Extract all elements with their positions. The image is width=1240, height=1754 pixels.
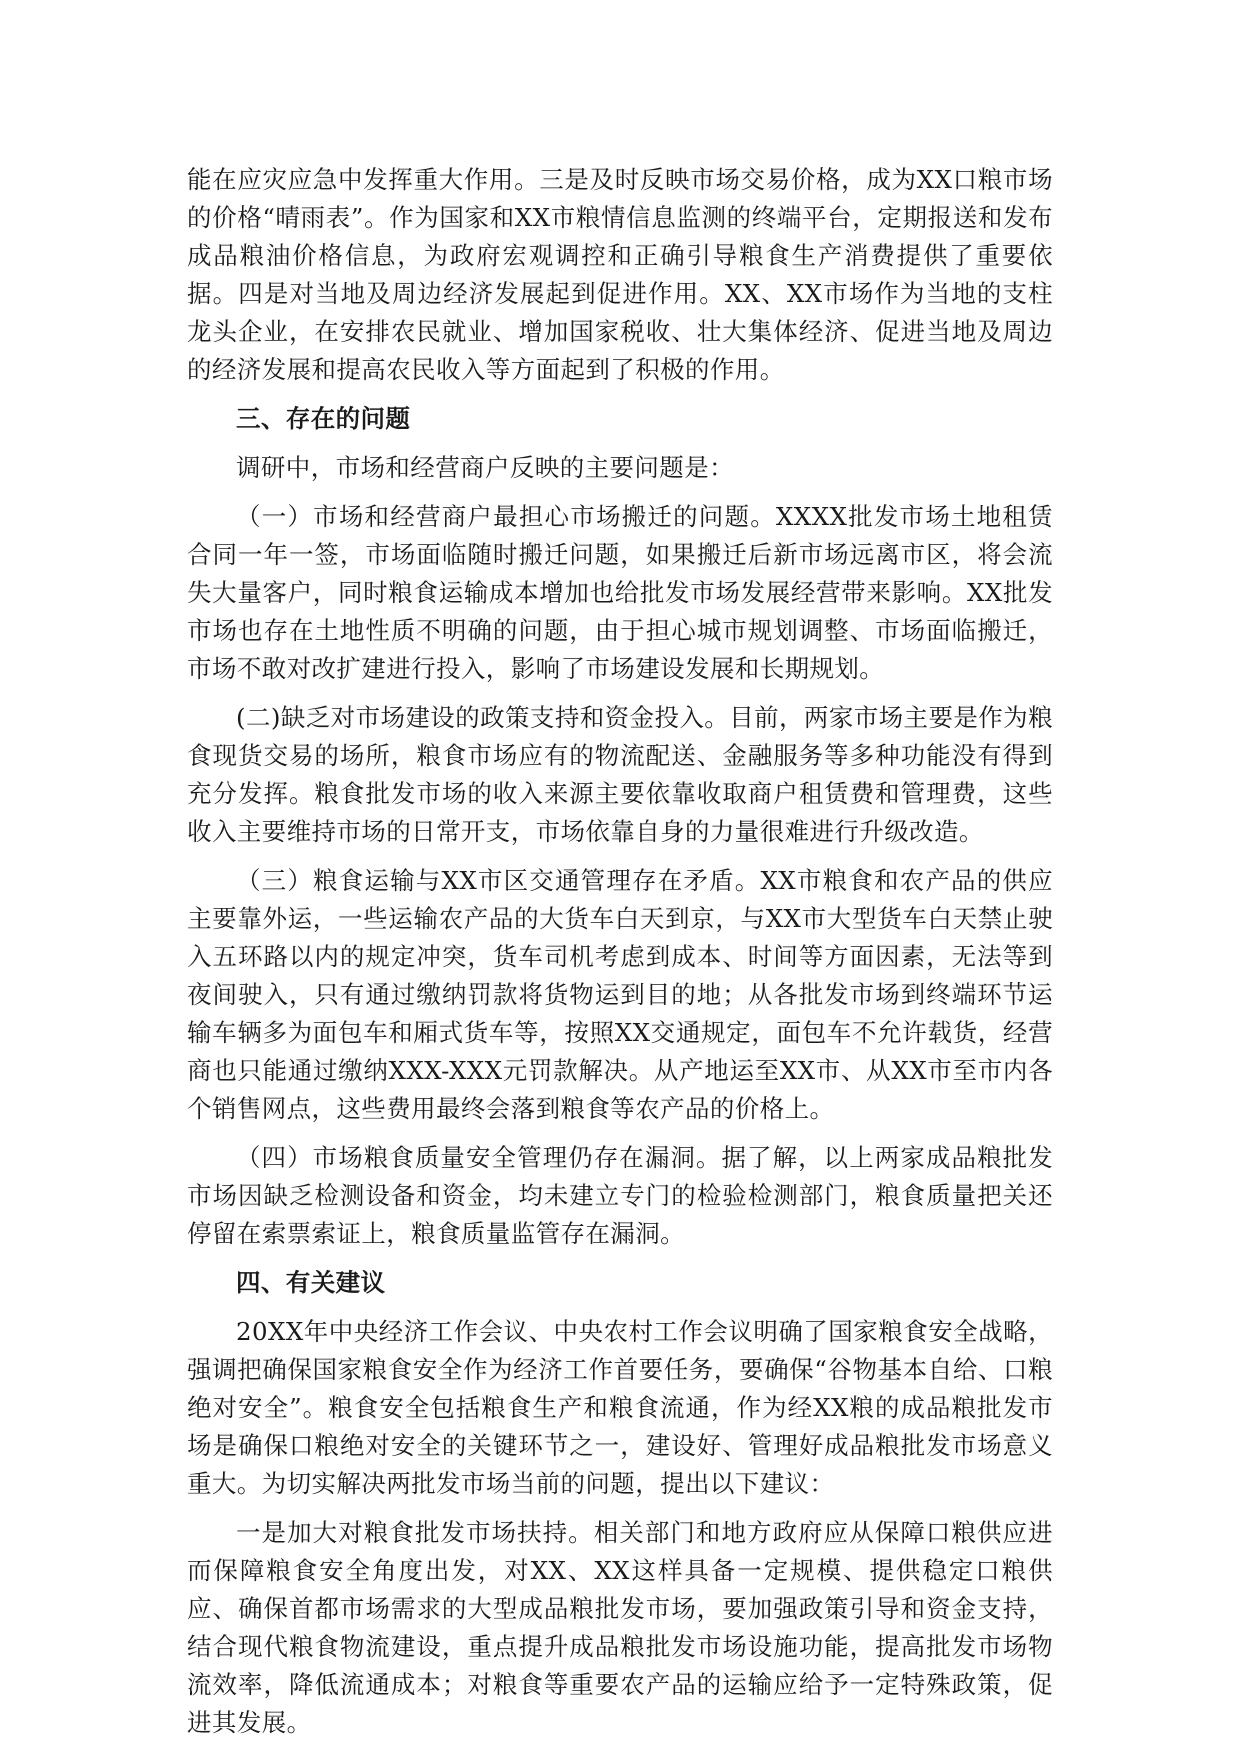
paragraph-problem-2: (二)缺乏对市场建设的政策支持和资金投入。目前，两家市场主要是作为粮食现货交易的场所，粮食市场应有的物流配送、金融服务等多种功能没有得到充分发挥。粮食批发市场的收入来源主要依靠收取商户租赁费和管理费，这些收入主要维持市场的日常开支，市场依靠自身的力量很难进行升级改造。 bbox=[187, 703, 1053, 846]
document-body bbox=[187, 161, 1053, 1753]
paragraph-problem-3: （三）粮食运输与XX市区交通管理存在矛盾。XX市粮食和农产品的供应主要靠外运，一些运输农产品的大货车白天到京，与XX市大型货车白天禁止驶入五环路以内的规定冲突，货车司机考虑到成本、时间等方面因素，无法等到夜间驶入，只有通过缴纳罚款将货物运到目的地；从各批发市场到终端环节运输车辆多为面包车和厢式货车等，按照XX交通规定，面包车不允许载货，经营商也只能通过缴纳XXX-XXX元罚款解决。从产地运至XX市、从XX市至市内各个销售网点，这些费用最终会落到粮食等农产品的价格上。 bbox=[187, 866, 1053, 1123]
paragraph-intro-problems: 调研中，市场和经营商户反映的主要问题是： bbox=[236, 453, 734, 482]
section-heading-suggestions: 四、有关建议 bbox=[236, 1268, 386, 1297]
paragraph-continuation: 能在应灾应急中发挥重大作用。三是及时反映市场交易价格，成为XX口粮市场的价格“晴雨表”。作为国家和XX市粮情信息监测的终端平台，定期报送和发布成品粮油价格信息，为政府宏观调控和正确引导粮食生产消费提供了重要依据。四是对当地及周边经济发展起到促进作用。XX、XX市场作为当地的支柱龙头企业，在安排农民就业、增加国家税收、壮大集体经济、促进当地及周边的经济发展和提高农民收入等方面起到了积极的作用。 bbox=[187, 165, 1053, 384]
section-heading-problems: 三、存在的问题 bbox=[236, 404, 411, 433]
paragraph-suggestion-1: 一是加大对粮食批发市场扶持。相关部门和地方政府应从保障口粮供应进而保障粮食安全角度出发，对XX、XX这样具备一定规模、提供稳定口粮供应、确保首都市场需求的大型成品粮批发市场，要加强政策引导和资金支持，结合现代粮食物流建设，重点提升成品粮批发市场设施功能，提高批发市场物流效率，降低流通成本；对粮食等重要农产品的运输应给予一定特殊政策，促进其发展。 bbox=[187, 1518, 1053, 1737]
paragraph-problem-1: （一）市场和经营商户最担心市场搬迁的问题。XXXX批发市场土地租赁合同一年一签，市场面临随时搬迁问题，如果搬迁后新市场远离市区，将会流失大量客户，同时粮食运输成本增加也给批发市场发展经营带来影响。XX批发市场也存在土地性质不明确的问题，由于担心城市规划调整、市场面临搬迁，市场不敢对改扩建进行投入，影响了市场建设发展和长期规划。 bbox=[187, 502, 1053, 683]
paragraph-problem-4: （四）市场粮食质量安全管理仍存在漏洞。据了解，以上两家成品粮批发市场因缺乏检测设备和资金，均未建立专门的检验检测部门，粮食质量把关还停留在索票索证上，粮食质量监管存在漏洞。 bbox=[187, 1143, 1053, 1248]
paragraph-suggestions-intro: 20XX年中央经济工作会议、中央农村工作会议明确了国家粮食安全战略，强调把确保国家粮食安全作为经济工作首要任务，要确保“谷物基本自给、口粮绝对安全”。粮食安全包括粮食生产和粮食流通，作为经XX粮的成品粮批发市场是确保口粮绝对安全的关键环节之一，建设好、管理好成品粮批发市场意义重大。为切实解决两批发市场当前的问题，提出以下建议： bbox=[187, 1317, 1053, 1498]
